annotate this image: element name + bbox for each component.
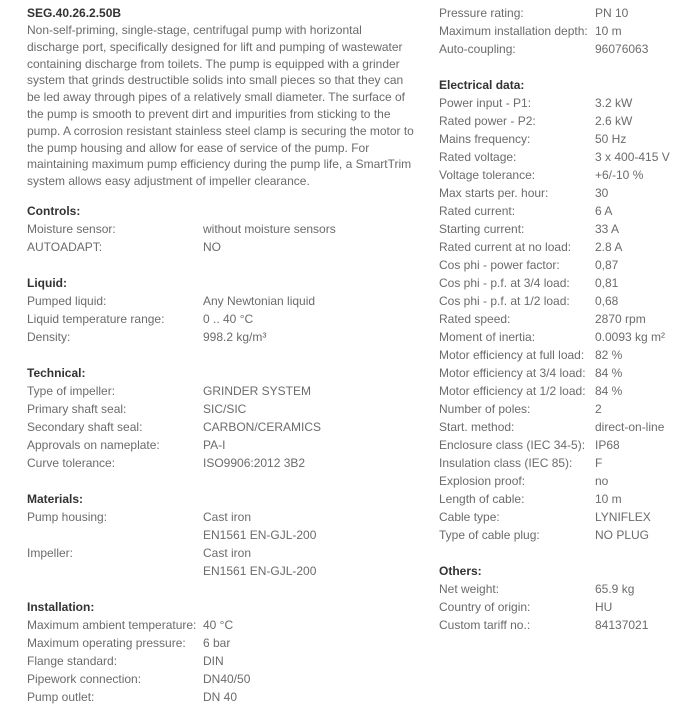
- spec-value: no: [595, 474, 609, 488]
- spec-row: [27, 688, 417, 706]
- spec-value: 10 m: [595, 492, 622, 506]
- others-heading: Others:: [439, 564, 482, 578]
- spec-label: Rated current:: [439, 204, 516, 218]
- spec-label: Rated voltage:: [439, 150, 517, 164]
- spec-row: [27, 508, 417, 544]
- spec-label: Approvals on nameplate:: [27, 437, 160, 452]
- spec-label: Pressure rating:: [439, 6, 524, 20]
- spec-label: Length of cable:: [439, 492, 525, 506]
- spec-row: [27, 544, 417, 580]
- spec-label: Explosion proof:: [439, 474, 526, 488]
- installation-heading: Installation:: [27, 599, 95, 614]
- spec-label: Pump housing:: [27, 509, 108, 524]
- spec-label: Motor efficiency at full load:: [439, 348, 585, 362]
- spec-value: 3 x 400-415 V: [595, 150, 670, 164]
- spec-row: [27, 238, 417, 256]
- spec-row: [439, 238, 694, 256]
- spec-label: Mains frequency:: [439, 132, 531, 146]
- spec-label: AUTOADAPT:: [27, 239, 103, 254]
- right-column: [439, 0, 694, 634]
- spec-label: Starting current:: [439, 222, 525, 236]
- spec-row: [439, 202, 694, 220]
- spec-label: Insulation class (IEC 85):: [439, 456, 573, 470]
- spec-value: 82 %: [595, 348, 623, 362]
- spec-label: Maximum installation depth:: [439, 24, 588, 38]
- spec-row: [439, 130, 694, 148]
- technical-heading: Technical:: [27, 365, 86, 380]
- spec-row: [439, 508, 694, 526]
- spec-row: [439, 364, 694, 382]
- spec-label: Country of origin:: [439, 600, 531, 614]
- spec-label: Maximum operating pressure:: [27, 635, 186, 650]
- spec-value: 33 A: [595, 222, 620, 236]
- spec-row: [439, 220, 694, 238]
- spec-label: Cos phi - power factor:: [439, 258, 560, 272]
- spec-value: 0,87: [595, 258, 619, 272]
- material-name: Cast iron: [203, 509, 252, 524]
- liquid-heading: Liquid:: [27, 275, 67, 290]
- spec-label: Max starts per. hour:: [439, 186, 549, 200]
- spec-value: 84137021: [595, 618, 649, 632]
- spec-value: Any Newtonian liquid: [203, 293, 316, 308]
- spec-value: LYNIFLEX: [595, 510, 651, 524]
- spec-value: 10 m: [595, 24, 622, 38]
- spec-row: [439, 148, 694, 166]
- spec-value: 65.9 kg: [595, 582, 635, 596]
- spec-row: [439, 382, 694, 400]
- spec-label: Motor efficiency at 1/2 load:: [439, 384, 586, 398]
- spec-row: [439, 166, 694, 184]
- spec-row: [27, 454, 417, 472]
- spec-label: Custom tariff no.:: [439, 618, 531, 632]
- spec-value: [203, 544, 417, 580]
- spec-row: [439, 490, 694, 508]
- spec-row: [27, 418, 417, 436]
- spec-label: Pumped liquid:: [27, 293, 107, 308]
- material-name: Cast iron: [203, 545, 252, 560]
- spec-row: [27, 292, 417, 310]
- spec-label: Rated speed:: [439, 312, 511, 326]
- spec-value: F: [595, 456, 603, 470]
- spec-row: [439, 616, 694, 634]
- spec-value: 84 %: [595, 384, 623, 398]
- spec-row: [27, 400, 417, 418]
- spec-value: 0,68: [595, 294, 619, 308]
- spec-row: [27, 310, 417, 328]
- spec-value: 2.8 A: [595, 240, 623, 254]
- spec-row: [27, 220, 417, 238]
- spec-label: Liquid temperature range:: [27, 311, 165, 326]
- spec-label: Motor efficiency at 3/4 load:: [439, 366, 586, 380]
- spec-row: [439, 472, 694, 490]
- spec-value: DIN: [203, 653, 224, 668]
- spec-row: [439, 40, 694, 58]
- spec-label: Cos phi - p.f. at 1/2 load:: [439, 294, 570, 308]
- spec-value: 30: [595, 186, 609, 200]
- spec-value: +6/-10 %: [595, 168, 644, 182]
- spec-value: 2: [595, 402, 602, 416]
- spec-value: IP68: [595, 438, 620, 452]
- spec-row: [439, 598, 694, 616]
- spec-row: [439, 184, 694, 202]
- spec-value: PA-I: [203, 437, 226, 452]
- spec-label: Flange standard:: [27, 653, 118, 668]
- electrical-heading: Electrical data:: [439, 78, 525, 92]
- spec-value: GRINDER SYSTEM: [203, 383, 312, 398]
- spec-label: Impeller:: [27, 545, 74, 560]
- material-standard: EN1561 EN-GJL-200: [203, 527, 317, 542]
- spec-row: [27, 652, 417, 670]
- spec-value: NO: [203, 239, 221, 254]
- spec-row: [439, 454, 694, 472]
- spec-value: 998.2 kg/m³: [203, 329, 267, 344]
- spec-value: DN 40: [203, 689, 238, 704]
- spec-value: 6 A: [595, 204, 613, 218]
- spec-label: Number of poles:: [439, 402, 531, 416]
- spec-value: 0 .. 40 °C: [203, 311, 254, 326]
- product-title: SEG.40.26.2.50B: [27, 6, 122, 20]
- spec-value: 84 %: [595, 366, 623, 380]
- spec-value: direct-on-line: [595, 420, 665, 434]
- spec-label: Cable type:: [439, 510, 500, 524]
- spec-value: 2870 rpm: [595, 312, 646, 326]
- spec-label: Rated current at no load:: [439, 240, 572, 254]
- spec-value: 6 bar: [203, 635, 231, 650]
- spec-value: NO PLUG: [595, 528, 650, 542]
- spec-value: PN 10: [595, 6, 629, 20]
- spec-row: [439, 580, 694, 598]
- spec-value: DN40/50: [203, 671, 251, 686]
- spec-row: [27, 382, 417, 400]
- spec-label: Type of impeller:: [27, 383, 116, 398]
- spec-row: [439, 256, 694, 274]
- spec-row: [439, 112, 694, 130]
- spec-value: 96076063: [595, 42, 649, 56]
- spec-label: Secondary shaft seal:: [27, 419, 143, 434]
- spec-row: [27, 436, 417, 454]
- spec-label: Density:: [27, 329, 71, 344]
- spec-value: 50 Hz: [595, 132, 627, 146]
- spec-value: 40 °C: [203, 617, 234, 632]
- spec-row: [27, 616, 417, 634]
- spec-label: Voltage tolerance:: [439, 168, 536, 182]
- spec-label: Power input - P1:: [439, 96, 532, 110]
- spec-label: Pump outlet:: [27, 689, 95, 704]
- spec-label: Cos phi - p.f. at 3/4 load:: [439, 276, 570, 290]
- spec-row: [439, 310, 694, 328]
- spec-row: [439, 328, 694, 346]
- spec-label: Type of cable plug:: [439, 528, 540, 542]
- controls-heading: Controls:: [27, 203, 81, 218]
- product-description: Non-self-priming, single-stage, centrifugal pump with horizontal discharge port, specifically designed for lift and pumping of wastewater containing discharge from toilets. The pump is equipped with a grinder system that grinds destructible solids into small pieces so that they can be led away through pipes of a relatively small diameter. The surface of the pump is smooth to prevent dirt and impurities from sticking to the pump. A corrosion resistant stainless steel clamp is securing the motor to the pump housing and allow for ease of service of the pump. For maintaining maximum pump efficiency during the pump life, a SmartTrim system allows easy adjustment of impeller clearance.: [27, 23, 414, 189]
- spec-value: 3.2 kW: [595, 96, 633, 110]
- spec-row: [439, 526, 694, 544]
- spec-label: Start. method:: [439, 420, 515, 434]
- spec-label: Primary shaft seal:: [27, 401, 127, 416]
- spec-value: 0,81: [595, 276, 619, 290]
- materials-heading: Materials:: [27, 491, 84, 506]
- spec-value: HU: [595, 600, 613, 614]
- spec-label: Pipework connection:: [27, 671, 142, 686]
- spec-value: CARBON/CERAMICS: [203, 419, 322, 434]
- spec-label: Moment of inertia:: [439, 330, 536, 344]
- spec-row: [439, 418, 694, 436]
- spec-row: [439, 22, 694, 40]
- material-standard: EN1561 EN-GJL-200: [203, 563, 317, 578]
- left-column: [27, 0, 417, 706]
- spec-label: Net weight:: [439, 582, 500, 596]
- spec-row: [439, 292, 694, 310]
- spec-row: [27, 670, 417, 688]
- spec-label: Maximum ambient temperature:: [27, 617, 197, 632]
- spec-row: [439, 346, 694, 364]
- spec-label: Enclosure class (IEC 34-5):: [439, 438, 586, 452]
- spec-value: [203, 508, 417, 544]
- spec-row: [439, 4, 694, 22]
- spec-label: Curve tolerance:: [27, 455, 116, 470]
- spec-label: Moisture sensor:: [27, 221, 116, 236]
- spec-row: [27, 328, 417, 346]
- spec-row: [439, 94, 694, 112]
- spec-label: Rated power - P2:: [439, 114, 536, 128]
- spec-value: SIC/SIC: [203, 401, 247, 416]
- electrical-rows: [439, 94, 694, 544]
- spec-row: [439, 400, 694, 418]
- spec-row: [439, 274, 694, 292]
- spec-value: 2.6 kW: [595, 114, 633, 128]
- spec-row: [439, 436, 694, 454]
- spec-value: 0.0093 kg m²: [595, 330, 666, 344]
- spec-label: Auto-coupling:: [439, 42, 516, 56]
- spec-row: [27, 634, 417, 652]
- spec-value: ISO9906:2012 3B2: [203, 455, 306, 470]
- spec-value: without moisture sensors: [203, 221, 336, 236]
